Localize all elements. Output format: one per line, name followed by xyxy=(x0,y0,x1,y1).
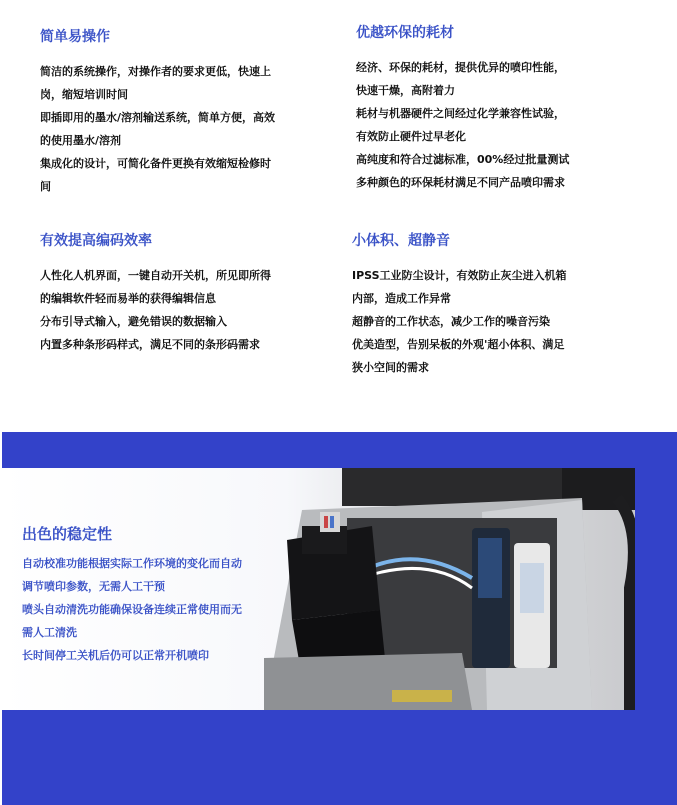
feature-title: 简单易操作 xyxy=(40,29,110,45)
feature-title: 小体积、超静音 xyxy=(352,233,450,249)
feature-line: 简洁的系统操作，对操作者的要求更低，快速上 xyxy=(40,65,271,78)
feature-line: 耗材与机器硬件之间经过化学兼容性试验， xyxy=(356,107,565,120)
feature-line: 分布引导式输入，避免错误的数据输入 xyxy=(40,315,227,328)
stability-line: 需人工清洗 xyxy=(22,626,77,639)
feature-line: 高纯度和符合过滤标准，00%经过批量测试 xyxy=(356,153,570,166)
feature-line: 超静音的工作状态，减少工作的噪音污染 xyxy=(352,315,550,328)
feature-eco-consumables xyxy=(356,24,592,194)
feature-line: 人性化人机界面，一键自动开关机，所见即所得 xyxy=(40,269,271,282)
stability-line: 调节喷印参数，无需人工干预 xyxy=(22,580,165,593)
feature-coding-efficiency xyxy=(40,232,302,356)
stability-line: 自动校准功能根据实际工作环境的变化而自动 xyxy=(22,557,242,570)
stability-line: 长时间停工关机后仍可以正常开机喷印 xyxy=(22,649,209,662)
stability-section xyxy=(22,524,272,667)
feature-line: 有效防止硬件过早老化 xyxy=(356,130,466,143)
feature-line: 即插即用的墨水/溶剂输送系统，简单方便，高效 xyxy=(40,111,276,124)
feature-line: 快速干燥，高附着力 xyxy=(356,84,455,97)
feature-title: 有效提高编码效率 xyxy=(40,233,152,249)
feature-line: 集成化的设计，可简化备件更换有效缩短检修时 xyxy=(40,157,271,170)
feature-line: IPSS工业防尘设计，有效防止灰尘进入机箱 xyxy=(352,269,567,282)
feature-easy-operation xyxy=(40,28,302,198)
feature-line: 经济、环保的耗材，提供优异的喷印性能， xyxy=(356,61,565,74)
feature-line: 的使用墨水/溶剂 xyxy=(40,134,122,147)
feature-line: 优美造型，告别呆板的外观'超小体积、满足 xyxy=(352,338,565,351)
feature-line: 的编辑软件轻而易举的获得编辑信息 xyxy=(40,292,216,305)
stability-title: 出色的稳定性 xyxy=(22,525,113,543)
stability-line: 喷头自动清洗功能确保设备连续正常使用而无 xyxy=(22,603,242,616)
feature-line: 狭小空间的需求 xyxy=(352,361,429,374)
feature-compact-silent xyxy=(352,232,594,379)
feature-line: 岗，缩短培训时间 xyxy=(40,88,128,101)
feature-line: 内置多种条形码样式，满足不同的条形码需求 xyxy=(40,338,260,351)
feature-line: 内部，造成工作异常 xyxy=(352,292,451,305)
feature-title: 优越环保的耗材 xyxy=(356,25,454,41)
feature-line: 间 xyxy=(40,180,51,193)
feature-line: 多种颜色的环保耗材满足不同产品喷印需求 xyxy=(356,176,565,189)
